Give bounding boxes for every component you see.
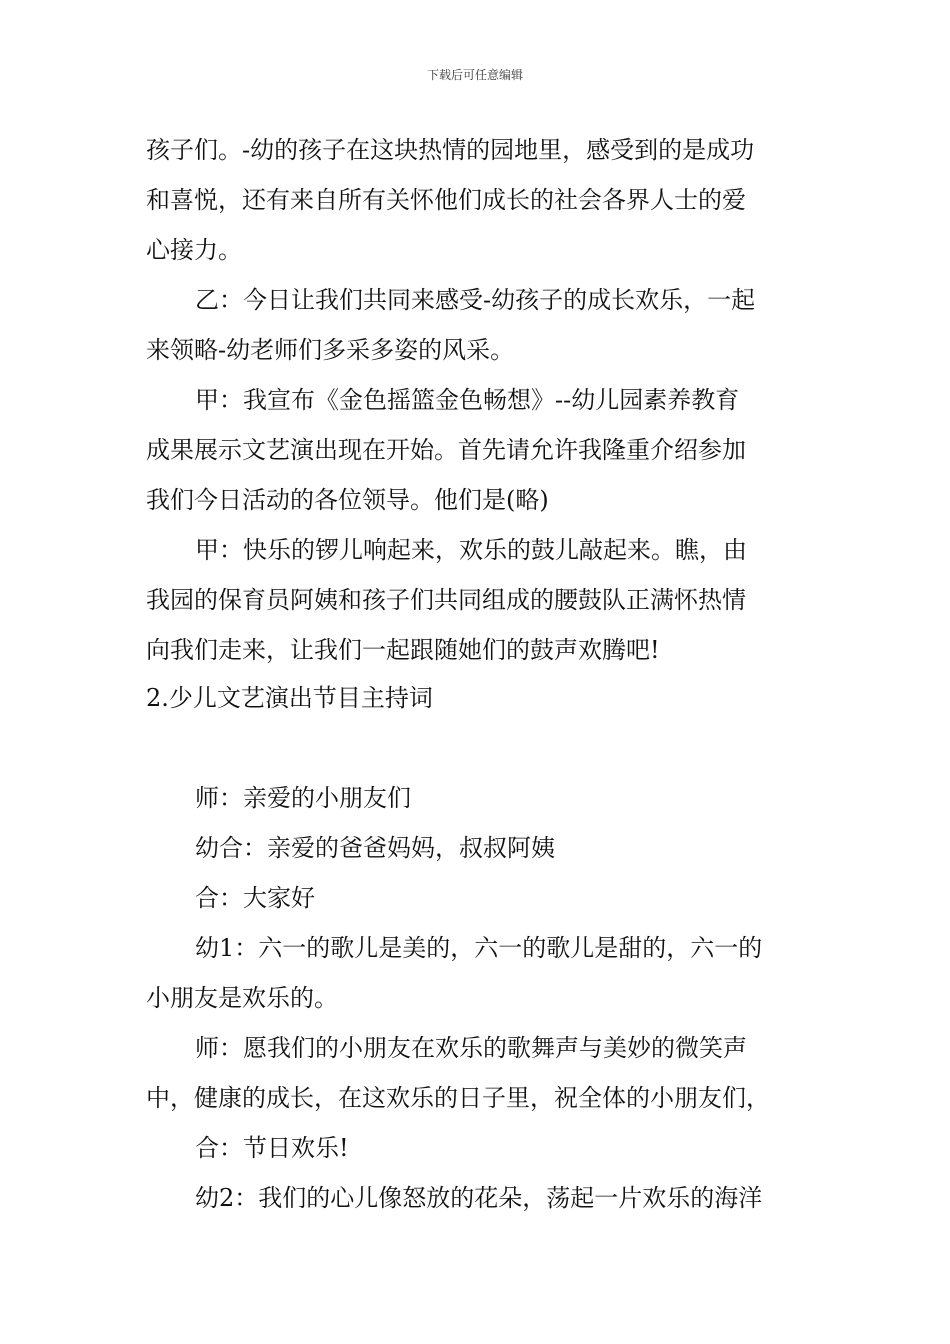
text-line: 和喜悦，还有来自所有关怀他们成长的社会各界人士的爱 xyxy=(146,186,746,214)
section-heading: 2.少儿文艺演出节目主持词 xyxy=(146,684,433,712)
text-line: 心接力。 xyxy=(146,236,242,264)
text-line: 我们今日活动的各位领导。他们是(略) xyxy=(146,486,549,514)
text-line: 幼1：六一的歌儿是美的，六一的歌儿是甜的，六一的 xyxy=(195,934,763,962)
text-line: 师：愿我们的小朋友在欢乐的歌舞声与美妙的微笑声 xyxy=(195,1034,747,1062)
page-header: 下载后可任意编辑 xyxy=(426,68,523,82)
text-line: 幼2：我们的心儿像怒放的花朵，荡起一片欢乐的海洋 xyxy=(195,1184,763,1212)
text-line: 成果展示文艺演出现在开始。首先请允许我隆重介绍参加 xyxy=(146,436,746,464)
text-line: 师：亲爱的小朋友们 xyxy=(195,784,411,812)
text-line: 乙：今日让我们共同来感受-幼孩子的成长欢乐，一起 xyxy=(195,286,756,314)
text-line: 合：大家好 xyxy=(195,884,315,912)
text-line: 甲：我宣布《金色摇篮金色畅想》--幼儿园素养教育 xyxy=(195,386,740,414)
text-line: 向我们走来，让我们一起跟随她们的鼓声欢腾吧! xyxy=(146,636,660,664)
text-line: 中，健康的成长，在这欢乐的日子里，祝全体的小朋友们， xyxy=(146,1084,770,1112)
text-line: 小朋友是欢乐的。 xyxy=(146,984,338,1012)
text-line: 甲：快乐的锣儿响起来，欢乐的鼓儿敲起来。瞧，由 xyxy=(195,536,747,564)
text-line: 合：节日欢乐! xyxy=(195,1134,349,1162)
text-line: 孩子们。-幼的孩子在这块热情的园地里，感受到的是成功 xyxy=(146,136,755,164)
text-line: 幼合：亲爱的爸爸妈妈，叔叔阿姨 xyxy=(195,834,555,862)
text-line: 来领略-幼老师们多采多姿的风采。 xyxy=(146,336,515,364)
text-line: 我园的保育员阿姨和孩子们共同组成的腰鼓队正满怀热情 xyxy=(146,586,746,614)
